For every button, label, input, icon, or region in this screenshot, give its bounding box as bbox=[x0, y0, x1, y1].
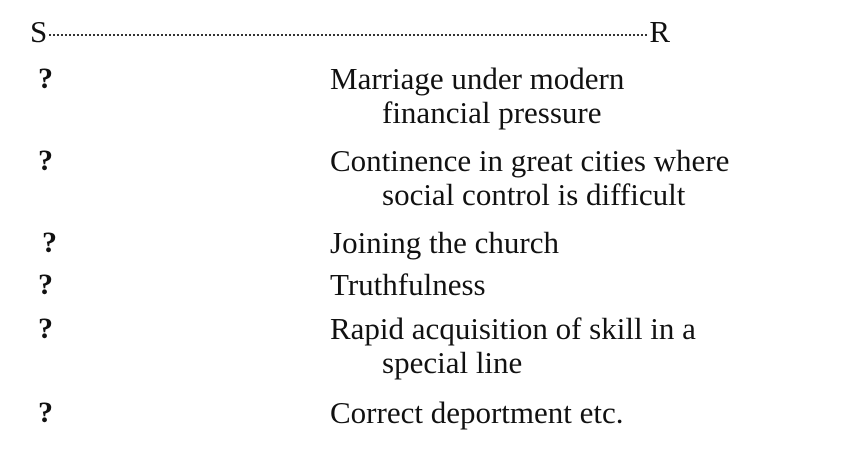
item-text bbox=[330, 268, 486, 302]
item-line-1: Continence in great cities where bbox=[330, 143, 730, 178]
header-left-label: S bbox=[30, 14, 48, 49]
item-line-2: financial pressure bbox=[382, 95, 602, 130]
s-r-header bbox=[30, 14, 670, 54]
item-line-1: Correct deportment etc. bbox=[330, 395, 624, 430]
header-right-label: R bbox=[649, 14, 670, 49]
item-line-2: special line bbox=[382, 345, 523, 380]
question-mark: ? bbox=[38, 396, 53, 429]
question-mark: ? bbox=[42, 226, 57, 259]
question-mark: ? bbox=[38, 268, 53, 301]
item-line-2: social control is difficult bbox=[382, 177, 686, 212]
question-mark: ? bbox=[38, 144, 53, 177]
question-mark: ? bbox=[38, 312, 53, 345]
item-line-1: Rapid acquisition of skill in a bbox=[330, 311, 696, 346]
item-text bbox=[330, 144, 729, 212]
item-line-1: Truthfulness bbox=[330, 267, 486, 302]
item-text bbox=[330, 312, 696, 380]
question-mark: ? bbox=[38, 62, 53, 95]
item-text bbox=[330, 396, 624, 430]
item-line-1: Joining the church bbox=[330, 225, 560, 260]
item-text bbox=[330, 226, 559, 260]
item-text bbox=[330, 62, 624, 130]
dotted-leader bbox=[49, 34, 647, 36]
item-line-1: Marriage under modern bbox=[330, 61, 625, 96]
